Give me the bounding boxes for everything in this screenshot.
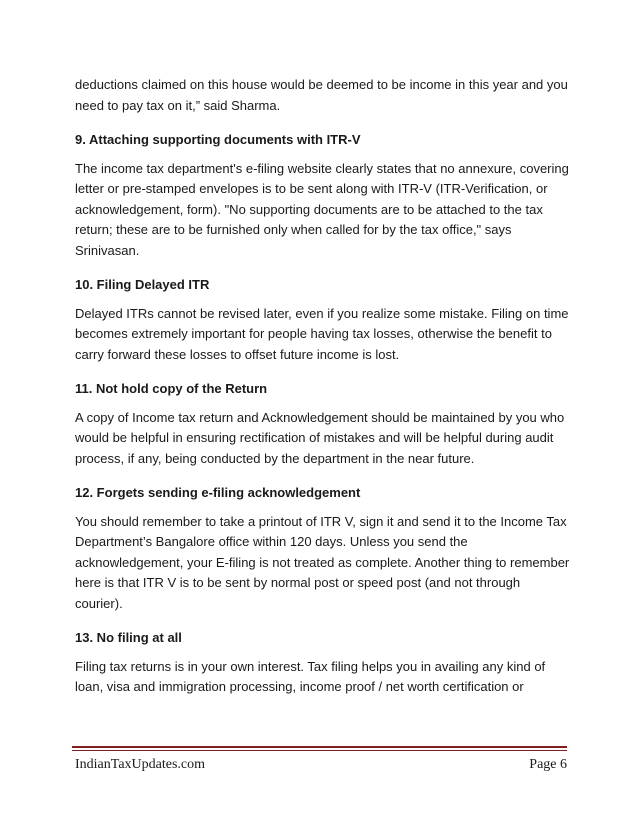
heading-11: 11. Not hold copy of the Return xyxy=(75,381,268,396)
paragraph-continuation: deductions claimed on this house would be deemed to be income in this year and you need to pay tax on it,” said Sharma. xyxy=(75,77,568,113)
heading-12: 12. Forgets sending e-filing acknowledgement xyxy=(75,485,361,500)
footer-page-number: Page 6 xyxy=(529,757,567,772)
heading-13: 13. No filing at all xyxy=(75,630,182,645)
footer-rule-thin xyxy=(72,750,567,751)
footer-site-name: IndianTaxUpdates.com xyxy=(75,757,206,772)
paragraph-11: A copy of Income tax return and Acknowledgement should be maintained by you who would be helpful in ensuring rectification of mistakes and will be helpful during audit process, if any, being conducted by the department in the near future. xyxy=(75,409,565,466)
document-body xyxy=(75,75,570,712)
footer-rule-thick xyxy=(72,746,567,748)
heading-10: 10. Filing Delayed ITR xyxy=(75,277,210,292)
heading-9: 9. Attaching supporting documents with ITR-V xyxy=(75,132,361,147)
paragraph-13: Filing tax returns is in your own interest. Tax filing helps you in availing any kind of loan, visa and immigration processing, income proof / net worth certification or xyxy=(75,658,546,694)
paragraph-9: The income tax department's e-filing website clearly states that no annexure, covering letter or pre-stamped envelopes is to be sent along with ITR-V (ITR-Verification, or acknowledgement, form). "No supporting documents are to be attached to the tax return; these are to be furnished only when called for by the tax office," says Srinivasan. xyxy=(75,160,569,258)
paragraph-10: Delayed ITRs cannot be revised later, even if you realize some mistake. Filing on time becomes extremely important for people having tax losses, otherwise the benefit to carry forward these losses to offset future income is lost. xyxy=(75,305,569,362)
paragraph-12: You should remember to take a printout of ITR V, sign it and send it to the Income Tax Department’s Bangalore office within 120 days. Unless you send the acknowledgement, your E-filing is not treated as complete. Another thing to remember here is that ITR V is to be sent by normal post or speed post (and not through courier). xyxy=(75,513,570,611)
